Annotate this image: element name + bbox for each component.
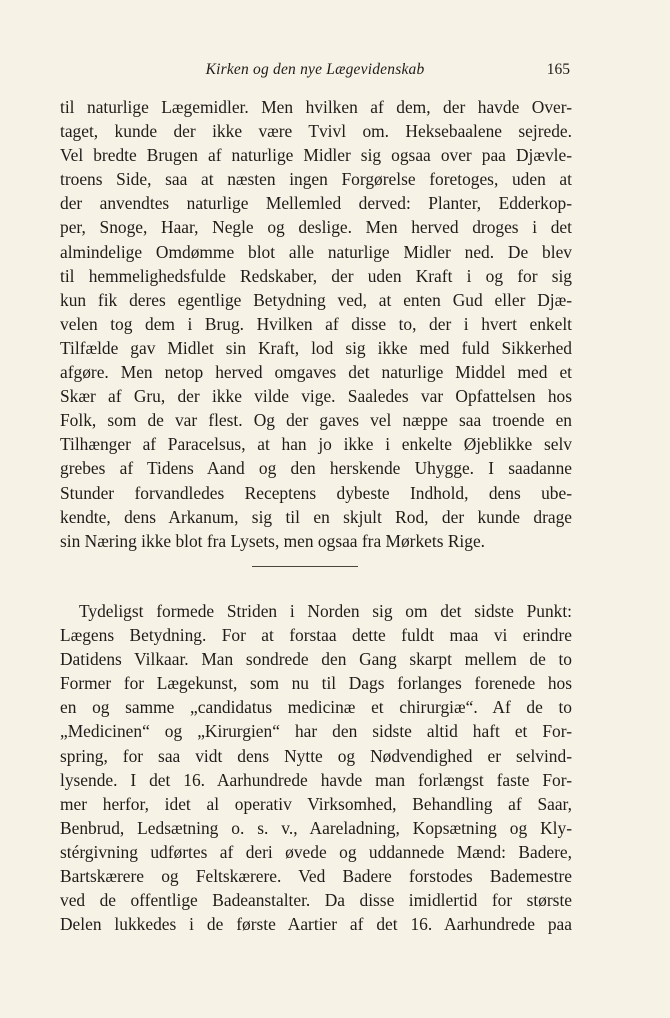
paragraph-1 bbox=[60, 95, 572, 553]
text-line: Vel bredte Brugen af naturlige Midler sig ogsaa over paa Djævle- bbox=[60, 145, 572, 166]
text-line: Skær af Gru, der ikke vilde vige. Saaledes var Opfattelsen hos bbox=[60, 386, 572, 407]
text-line: Lægens Betydning. For at forstaa dette fuldt maa vi erindre bbox=[60, 625, 572, 646]
text-line: Bartskærere og Feltskærere. Ved Badere forstodes Bademestre bbox=[60, 866, 572, 887]
page-number: 165 bbox=[546, 61, 570, 78]
text-line: Datidens Vilkaar. Man sondrede den Gang skarpt mellem de to bbox=[60, 649, 572, 670]
text-line: stérgivning udførtes af deri øvede og uddannede Mænd: Badere, bbox=[60, 841, 572, 862]
text-line: lysende. I det 16. Aarhundrede havde man forlængst faste For- bbox=[60, 769, 572, 790]
text-line: per, Snoge, Haar, Negle og deslige. Men herved droges i det bbox=[60, 217, 572, 238]
text-line: grebes af Tidens Aand og den herskende Uhygge. I saadanne bbox=[60, 458, 572, 479]
text-line: taget, kunde der ikke være Tvivl om. Heksebaalene sejrede. bbox=[60, 121, 572, 142]
text-line: mer herfor, idet al operativ Virksomhed, Behandling af Saar, bbox=[60, 793, 572, 814]
text-line: kun fik deres egentlige Betydning ved, at enten Gud eller Djæ- bbox=[60, 289, 572, 310]
text-line: Tilhænger af Paracelsus, at han jo ikke i enkelte Øjeblikke selv bbox=[60, 434, 572, 455]
text-line: Tilfælde gav Midlet sin Kraft, lod sig ikke med fuld Sikkerhed bbox=[60, 337, 572, 358]
text-line: Tydeligst formede Striden i Norden sig om det sidste Punkt: bbox=[79, 601, 572, 621]
text-line: sin Næring ikke blot fra Lysets, men ogsaa fra Mørkets Rige. bbox=[60, 530, 486, 551]
text-line: til hemmelighedsfulde Redskaber, der uden Kraft i og for sig bbox=[60, 265, 572, 286]
paragraph-2 bbox=[60, 599, 572, 936]
text-line: afgøre. Men netop herved omgaves det naturlige Middel med et bbox=[60, 362, 572, 383]
text-line: Former for Lægekunst, som nu til Dags forlanges forenede hos bbox=[60, 673, 572, 694]
text-line: en og samme „candidatus medicinæ et chirurgiæ“. Af de to bbox=[60, 697, 572, 718]
text-line: kendte, dens Arkanum, sig til en skjult Rod, der kunde drage bbox=[60, 506, 572, 527]
text-line: Delen lukkedes i de første Aartier af det 16. Aarhundrede paa bbox=[60, 914, 572, 935]
text-line: ved de offentlige Badeanstalter. Da disse imidlertid for største bbox=[60, 890, 572, 911]
running-head bbox=[60, 58, 570, 82]
text-line: spring, for saa vidt dens Nytte og Nødvendighed er selvind- bbox=[60, 745, 572, 766]
section-divider bbox=[252, 566, 358, 567]
running-title: Kirken og den nye Lægevidenskab bbox=[205, 61, 425, 78]
text-line: troens Side, saa at næsten ingen Forgørelse foretoges, uden at bbox=[60, 169, 572, 190]
text-line: der anvendtes naturlige Mellemled derved: Planter, Edderkop- bbox=[60, 193, 572, 214]
text-line: „Medicinen“ og „Kirurgien“ har den sidste altid haft et For- bbox=[60, 721, 572, 742]
text-line: almindelige Omdømme blot alle naturlige Midler ned. De blev bbox=[60, 241, 572, 262]
text-line: velen tog dem i Brug. Hvilken af disse to, der i hvert enkelt bbox=[60, 313, 572, 334]
text-line: til naturlige Lægemidler. Men hvilken af dem, der havde Over- bbox=[60, 97, 572, 117]
text-line: Folk, som de var flest. Og der gaves vel næppe saa troende en bbox=[60, 410, 572, 431]
text-line: Benbrud, Ledsætning o. s. v., Aareladning, Kopsætning og Kly- bbox=[60, 817, 572, 838]
text-line: Stunder forvandledes Receptens dybeste Indhold, dens ube- bbox=[60, 482, 572, 503]
